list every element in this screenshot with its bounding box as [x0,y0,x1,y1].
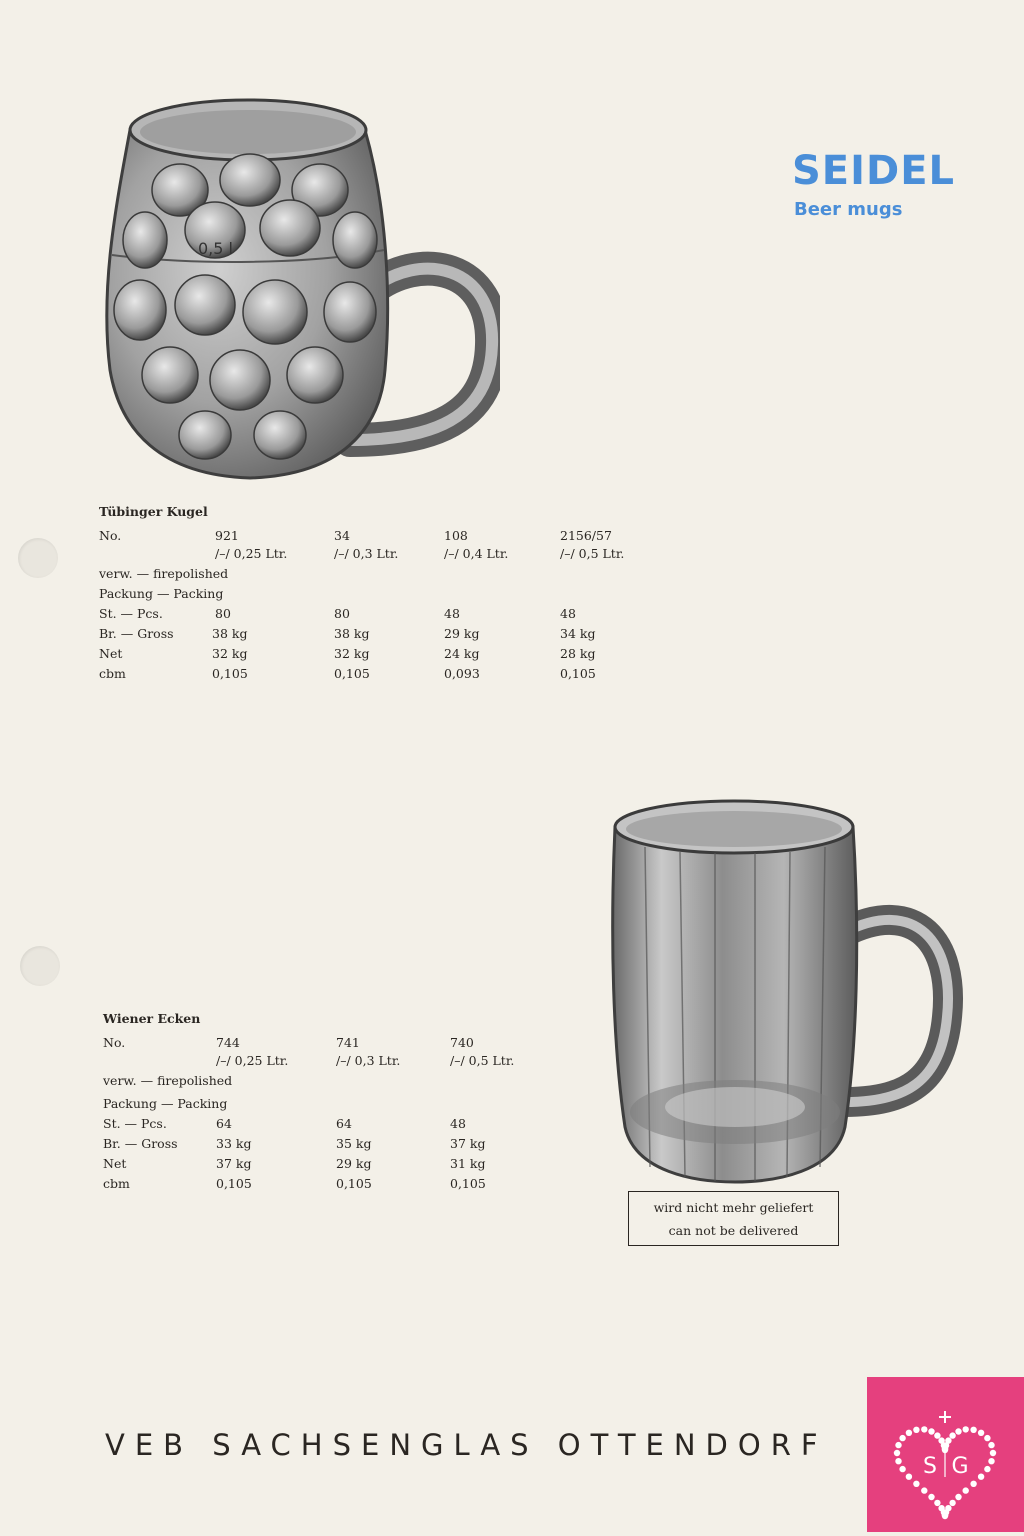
row-label: No. [103,1035,126,1050]
logo-dot [928,1494,934,1500]
row-finish [103,1071,623,1091]
logo-letter-s: S [923,1454,937,1479]
logo-dot [934,1500,940,1506]
cell: /–/ 0,5 Ltr. [450,1053,515,1068]
cell: 32 kg [334,646,370,661]
logo-dot [978,1474,984,1480]
cell: 0,105 [216,1176,252,1191]
discontinued-notice [628,1191,839,1246]
notice-line-de: wird nicht mehr geliefert [653,1200,814,1215]
spec-table-wiener-ecken [103,1009,623,1194]
cell: 2156/57 [560,528,612,543]
spec-table-tuebinger-kugel [99,502,739,684]
cell: 108 [444,528,468,543]
logo-dot [945,1437,951,1443]
row-finish [99,564,739,584]
punch-hole-bottom [20,946,60,986]
logo-dot [955,1494,961,1500]
cell: 37 kg [216,1156,252,1171]
cell: 64 [336,1116,352,1131]
logo-dot [949,1432,955,1438]
cell: 921 [215,528,239,543]
cell: 28 kg [560,646,596,661]
heart-logo-icon [867,1377,1024,1532]
logo-dot [984,1466,990,1472]
row-capacity [103,1051,623,1071]
logo-dot [978,1430,984,1436]
finish-label: verw. — firepolished [103,1073,233,1088]
cell: /–/ 0,5 Ltr. [560,546,625,561]
logo-dot [906,1474,912,1480]
company-name: VEB SACHSENGLAS OTTENDORF [105,1428,828,1462]
logo-dot [913,1427,919,1433]
cell: 31 kg [450,1156,486,1171]
sachsenglas-logo [867,1377,1024,1532]
row-label: St. — Pcs. [103,1116,167,1131]
cell: 0,093 [444,666,480,681]
row-label: Net [103,1156,127,1171]
row-cbm [99,664,739,684]
row-packing [103,1094,623,1114]
cell: 740 [450,1035,474,1050]
row-label: Br. — Gross [103,1136,178,1151]
product-name: Wiener Ecken [103,1011,201,1026]
finish-label: verw. — firepolished [99,566,229,581]
punch-hole-top [18,538,58,578]
logo-dot [895,1442,901,1448]
logo-dot [984,1435,990,1441]
cell: 29 kg [444,626,480,641]
cell: 0,105 [212,666,248,681]
notice-line-en: can not be delivered [668,1223,799,1238]
product-name: Tübinger Kugel [99,504,208,519]
cell: 0,105 [334,666,370,681]
logo-dot [895,1458,901,1464]
cell: 24 kg [444,646,480,661]
logo-dot [988,1458,994,1464]
row-pieces [99,604,739,624]
cell: 34 kg [560,626,596,641]
row-article-no [99,526,739,546]
wiener-ecken-mug-photo [605,797,965,1187]
row-packing [99,584,739,604]
logo-dot [970,1427,976,1433]
cell: 29 kg [336,1156,372,1171]
cell: 35 kg [336,1136,372,1151]
logo-dot [949,1500,955,1506]
row-label: Br. — Gross [99,626,174,641]
row-label: cbm [103,1176,130,1191]
cell: 38 kg [334,626,370,641]
logo-dot [894,1450,900,1456]
row-article-no [103,1033,623,1053]
logo-dot [970,1481,976,1487]
packing-label: Packung — Packing [103,1096,228,1111]
cell: 741 [336,1035,360,1050]
row-label: Net [99,646,123,661]
logo-dot [928,1428,934,1434]
cell: 48 [560,606,576,621]
row-cbm [103,1174,623,1194]
logo-dot [942,1446,948,1452]
row-label: No. [99,528,122,543]
logo-dot [899,1435,905,1441]
cell: /–/ 0,25 Ltr. [215,546,288,561]
page-title: SEIDEL [792,148,956,194]
logo-dot [899,1466,905,1472]
logo-dot [934,1432,940,1438]
logo-dot [990,1450,996,1456]
row-gross [103,1134,623,1154]
cell: 744 [216,1035,240,1050]
volume-engraving: 0,5 l [198,239,233,258]
logo-dot [913,1481,919,1487]
row-label: cbm [99,666,126,681]
cell: 37 kg [450,1136,486,1151]
cell: /–/ 0,3 Ltr. [336,1053,401,1068]
cell: 48 [450,1116,466,1131]
row-gross [99,624,739,644]
cell: 34 [334,528,350,543]
cell: 32 kg [212,646,248,661]
cell: 0,105 [450,1176,486,1191]
logo-dot [938,1505,944,1511]
logo-letter-g: G [951,1454,969,1479]
logo-dot [955,1428,961,1434]
row-pieces [103,1114,623,1134]
logo-dot [906,1430,912,1436]
row-capacity [99,544,739,564]
cell: /–/ 0,25 Ltr. [216,1053,289,1068]
cell: /–/ 0,3 Ltr. [334,546,399,561]
cell: 38 kg [212,626,248,641]
cell: /–/ 0,4 Ltr. [444,546,509,561]
row-net [103,1154,623,1174]
cell: 80 [334,606,350,621]
cell: 0,105 [336,1176,372,1191]
tuebinger-kugel-mug-photo [100,90,500,490]
logo-dot [963,1487,969,1493]
cell: 64 [216,1116,232,1131]
packing-label: Packung — Packing [99,586,224,601]
cell: 80 [215,606,231,621]
cell: 48 [444,606,460,621]
logo-dot [921,1487,927,1493]
page-subtitle: Beer mugs [794,199,903,220]
logo-dot [963,1426,969,1432]
logo-dot [921,1426,927,1432]
row-label: St. — Pcs. [99,606,163,621]
cell: 0,105 [560,666,596,681]
cell: 33 kg [216,1136,252,1151]
row-net [99,644,739,664]
logo-dot [988,1442,994,1448]
